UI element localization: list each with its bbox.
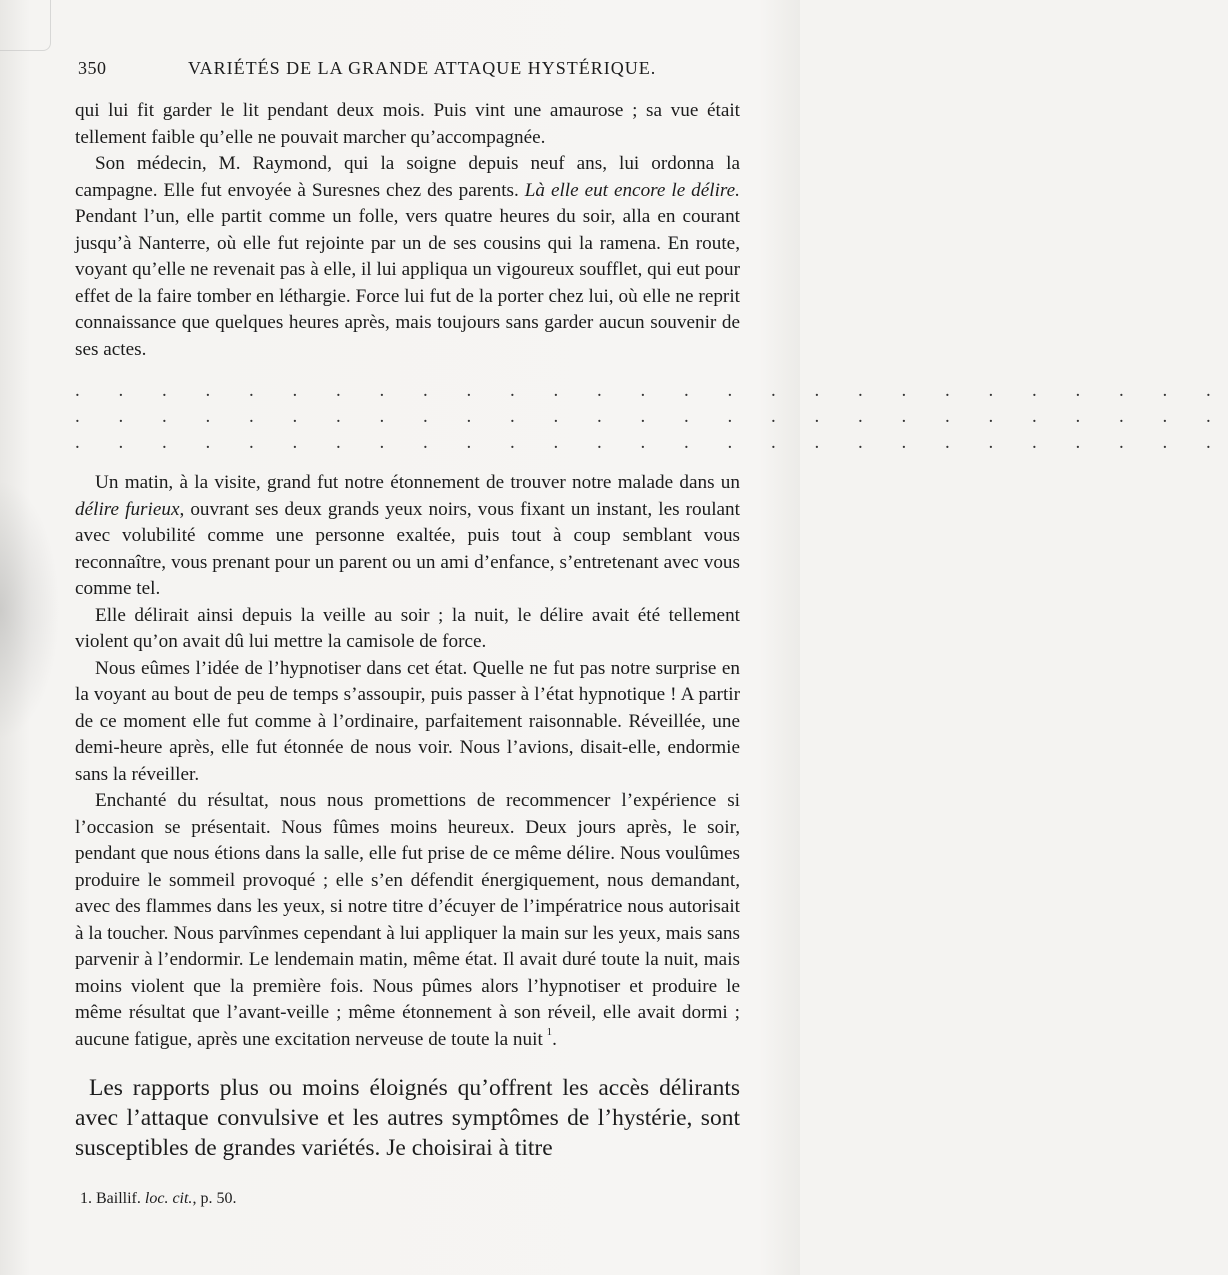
paragraph: Nous eûmes l’idée de l’hypnotiser dans cet état. Quelle ne fut pas notre surprise en la voyant au bout de peu de temps s’assoupir, puis passer à l’état hypnotique ! A partir de ce moment elle fut comme à l’ordinaire, parfaitement raisonnable. Réveillée, une demi-heure après, elle fut étonnée de nous voir. Nous l’avions, disait-elle, endormie sans la réveiller. <box>75 657 740 785</box>
ellipsis-line: . . . . . . . . . . . . . . . . . . . . . . . . . . . <box>75 380 1228 401</box>
text-run: Un matin, à la visite, grand fut notre étonnement de trouver notre malade dans un <box>95 472 740 493</box>
footnote-loc: loc. cit. <box>144 1190 193 1207</box>
text-run: , ouvrant ses deux grands yeux noirs, vous fixant un instant, les roulant avec volubilité comme une personne exaltée, puis tout à coup semblant vous reconnaître, vous prenant pour un parent ou un ami d’enfance, s’entretenant avec vous comme tel. <box>75 498 740 599</box>
paragraph: Elle délirait ainsi depuis la veille au soir ; la nuit, le délire avait été tellement violent qu’on avait dû lui mettre la camisole de force. <box>75 604 740 652</box>
text-run: Enchanté du résultat, nous nous promettions de recommencer l’expérience si l’occasion se présentait. Nous fûmes moins heureux. Deux jours après, le soir, pendant que nous étions dans la salle, elle fut prise de ce même délire. Nous voulûmes produire le sommeil provoqué ; elle s’en défendit énergiquement, nous demandant, avec des flammes dans les yeux, si notre titre d’écuyer de l’impératrice nous autorisait à la toucher. Nous parvînmes cependant à lui appliquer la main sur les yeux, mais sans parvenir à l’endormir. Le lendemain matin, même état. Il avait duré toute la nuit, mais moins violent que la première fois. Nous pûmes alors l’hypnotiser et produire le même résultat que l’avant-veille ; même étonnement à son réveil, elle avait dormi ; aucune fatigue, après une excitation nerveuse de toute la nuit <box>75 790 740 1050</box>
page-number: 350 <box>78 58 107 78</box>
footnote <box>80 1190 236 1208</box>
ellipsis-line: . . . . . . . . . . . . . . . . . . . . . . . . . . . <box>75 432 1228 453</box>
large-paragraph <box>75 1073 740 1163</box>
margin-stain <box>0 480 60 740</box>
footnote-marker: 1 <box>546 1025 553 1038</box>
running-title: VARIÉTÉS DE LA GRANDE ATTAQUE HYSTÉRIQUE. <box>188 58 657 78</box>
text-block-2 <box>75 470 740 1053</box>
italic-run: délire furieux <box>75 498 180 520</box>
footnote-number: 1. <box>80 1190 92 1207</box>
ellipsis-line: . . . . . . . . . . . . . . . . . . . . . . . . . . . <box>75 406 1228 427</box>
text-run: . <box>552 1028 557 1050</box>
text-block-1 <box>75 98 740 363</box>
ellipsis-lines <box>75 378 1228 456</box>
corner-mark <box>0 0 51 51</box>
paragraph: Les rapports plus ou moins éloignés qu’offrent les accès délirants avec l’attaque convulsive et les autres symptômes de l’hystérie, sont susceptibles de grandes variétés. Je choisirai à titre <box>75 1075 740 1161</box>
paragraph <box>75 470 740 603</box>
paragraph <box>75 788 740 1053</box>
italic-run: Là elle eut encore le délire. <box>524 179 740 201</box>
footnote-page: , p. 50. <box>192 1190 237 1207</box>
paragraph <box>75 151 740 363</box>
paragraph: qui lui fit garder le lit pendant deux mois. Puis vint une amaurose ; sa vue était tellement faible qu’elle ne pouvait marcher qu’accompagnée. <box>75 100 740 148</box>
text-run: Pendant l’un, elle partit comme un folle, vers quatre heures du soir, alla en courant jusqu’à Nanterre, où elle fut rejointe par un de ses cousins qui la ramena. En route, voyant qu’elle ne revenait pas à elle, il lui appliqua un vigoureux soufflet, qui eut pour effet de la faire tomber en léthargie. Force lui fut de la porter chez lui, où elle ne reprit connaissance que quelques heures après, mais toujours sans garder aucun souvenir de ses actes. <box>75 206 740 360</box>
footnote-author: Baillif. <box>96 1190 141 1207</box>
text-run: Son médecin, M. Raymond, qui la soigne depuis neuf ans, lui ordonna la campagne. Elle fut envoyée à Suresnes chez des parents. <box>75 153 740 201</box>
